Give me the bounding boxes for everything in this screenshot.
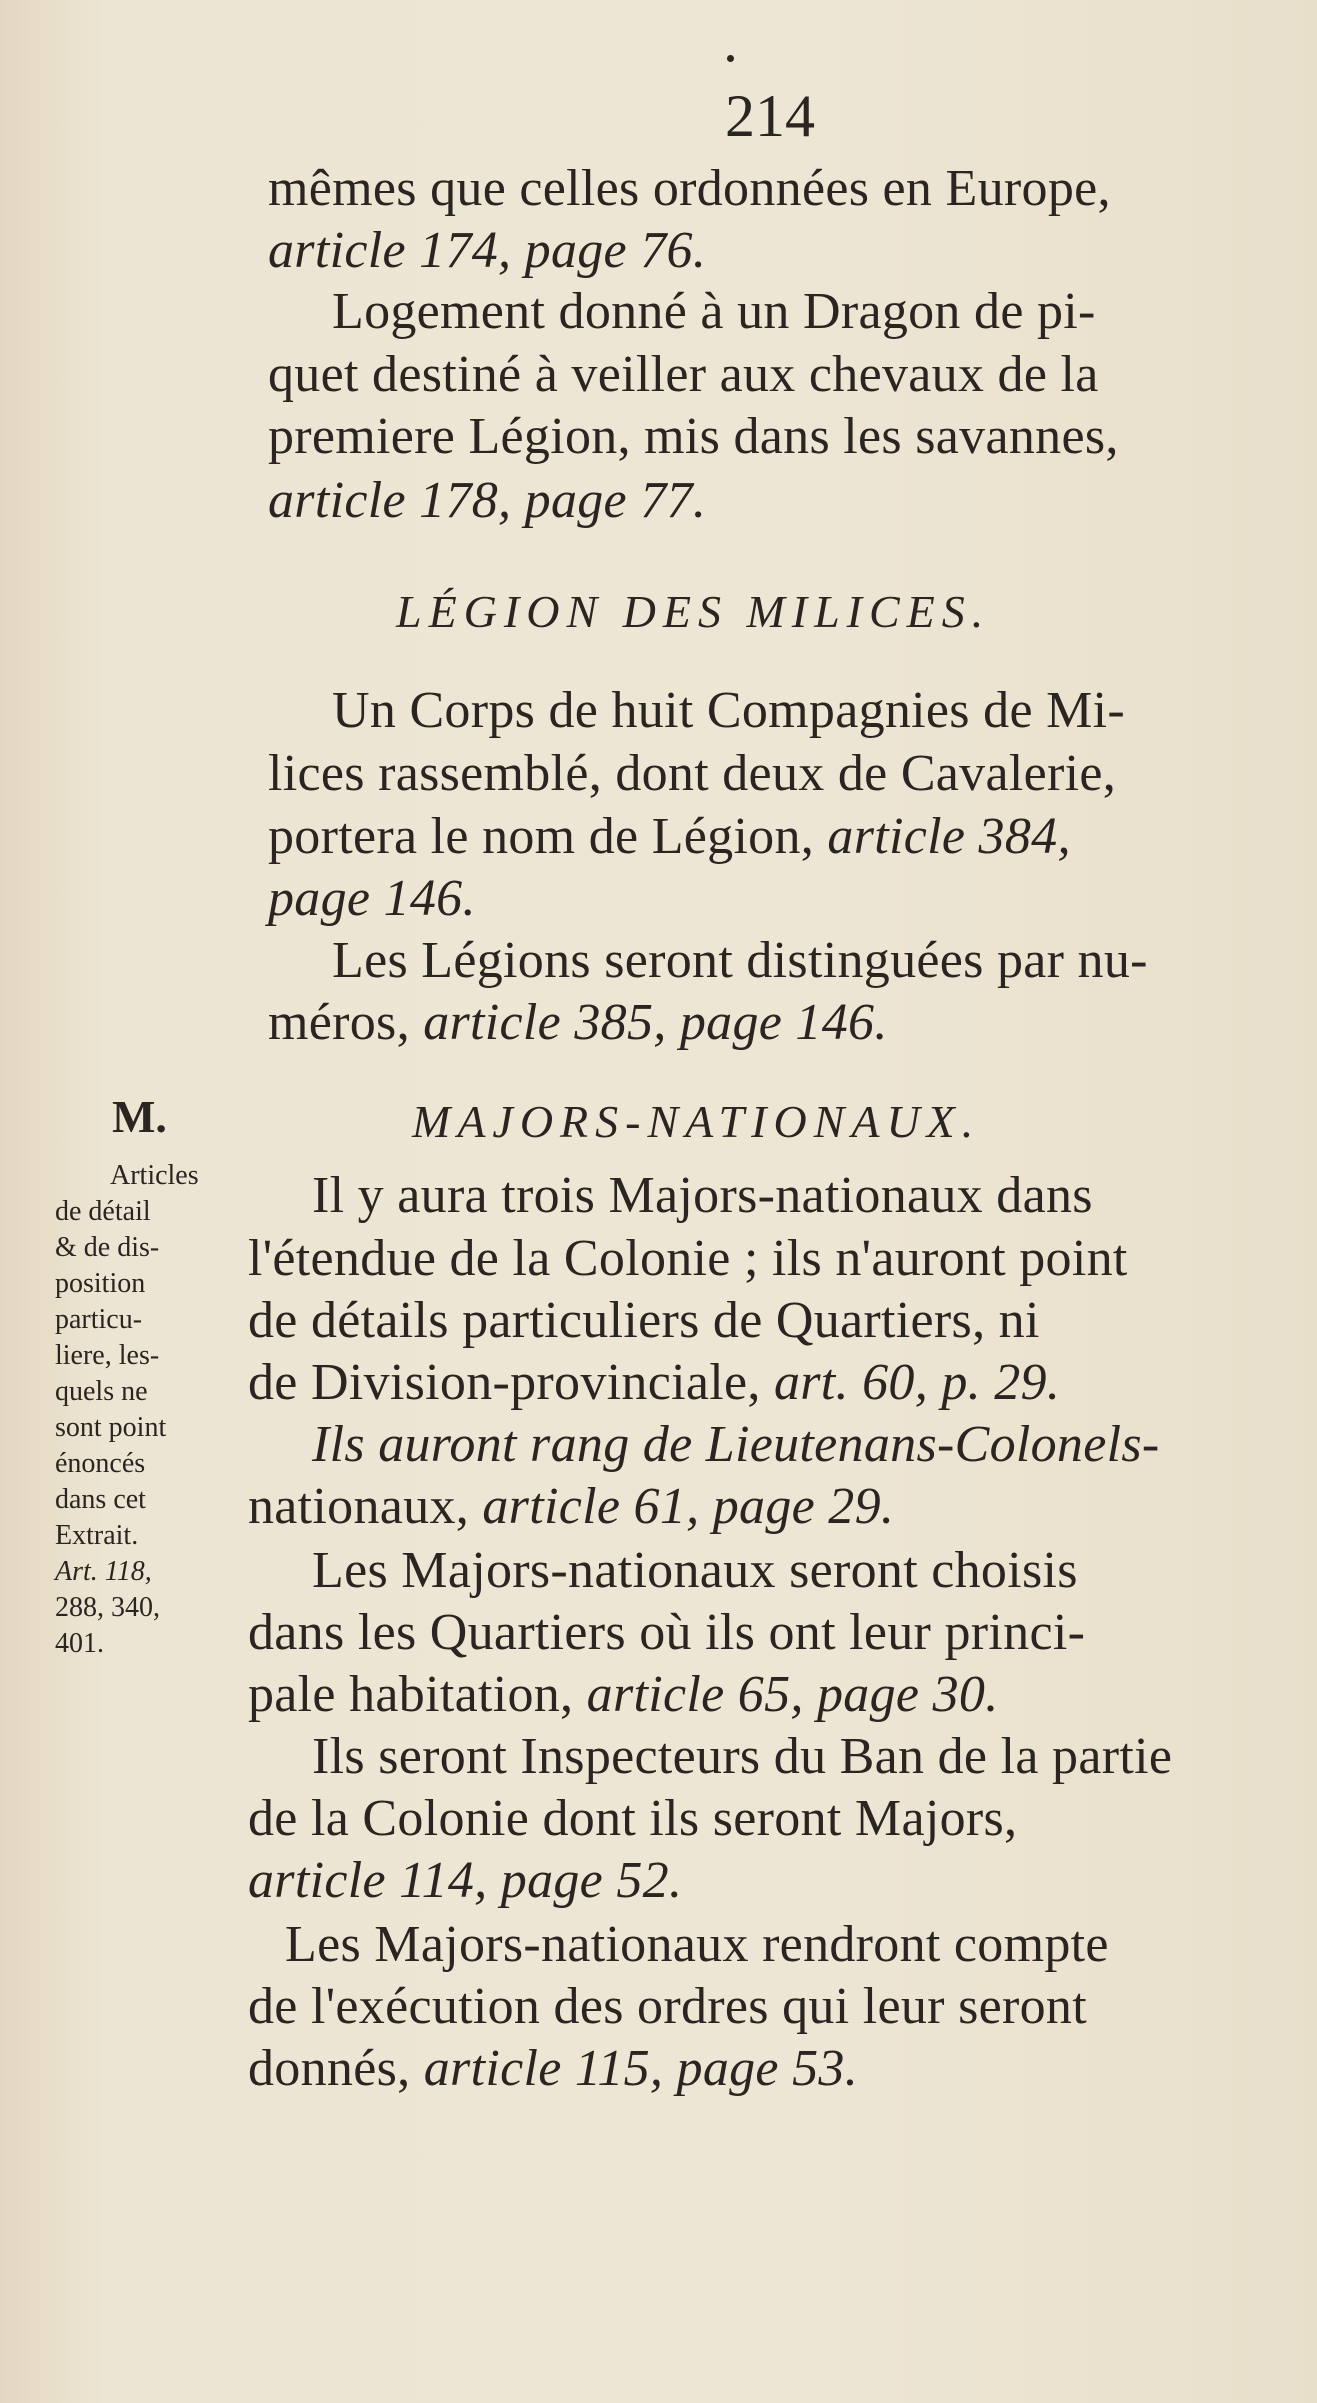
text-line [248,1476,894,1538]
article-reference: article 65, page 30. [586,1666,999,1723]
text-segment: donnés, [248,2040,411,2097]
page-number: 214 [725,83,815,149]
article-reference: article 61, page 29. [482,1478,895,1535]
text-line: de l'exécution des ordres qui leur seront [248,1978,1087,2035]
article-reference: article 178, page 77. [268,472,707,529]
text-line: de la Colonie dont ils seront Majors, [248,1790,1018,1847]
margin-note-line: énoncés [55,1448,146,1479]
margin-note-line: particu- [55,1304,143,1335]
article-reference: art. 60, p. 29. [773,1354,1061,1411]
text-line: dans les Quartiers où ils ont leur princi- [248,1604,1086,1661]
text-line [248,1664,999,1726]
text-line: Les Majors-nationaux seront choisis [312,1542,1078,1599]
text-segment: de Division-provinciale, [248,1354,761,1411]
text-line [268,992,888,1054]
text-line [268,806,1071,868]
text-line: quet destiné à veiller aux chevaux de la [268,346,1099,403]
article-reference: article 384, [827,808,1071,865]
text-line: Les Légions seront distinguées par nu- [332,932,1148,989]
margin-note-line: Articles [110,1160,199,1191]
text-segment: méros, [268,994,410,1051]
margin-note-line: quels ne [55,1376,148,1407]
text-line: mêmes que celles ordonnées en Europe, [268,160,1111,217]
article-reference: article 114, page 52. [248,1852,683,1909]
text-line [312,1414,1160,1476]
text-segment: nationaux, [248,1478,470,1535]
text-line: l'étendue de la Colonie ; ils n'auront point [248,1230,1128,1287]
margin-note-line: dans cet [55,1484,146,1515]
article-reference: page 146. [268,870,476,927]
article-reference: article 115, page 53. [423,2040,858,2097]
margin-note-line: & de dis- [55,1232,160,1263]
margin-note-line: sont point [55,1412,167,1443]
text-segment: portera le nom de Légion, [268,808,815,865]
ink-dot [727,55,734,62]
margin-note-line: 401. [55,1628,104,1659]
section-heading: LÉGION DES MILICES. [396,586,991,637]
text-line [248,1352,1060,1414]
text-line: lices rassemblé, dont deux de Cavalerie, [268,745,1117,802]
text-line: Logement donné à un Dragon de pi- [332,283,1096,340]
margin-note-line: 288, 340, [55,1592,160,1623]
margin-note-line: Extrait. [55,1520,139,1551]
text-line: Un Corps de huit Compagnies de Mi- [332,682,1126,739]
text-segment: Ils auront rang de Lieutenans-Colonels- [312,1416,1160,1473]
margin-note-line: liere, les- [55,1340,160,1371]
article-reference: article 174, page 76. [268,222,707,279]
section-heading: MAJORS-NATIONAUX. [412,1096,981,1147]
margin-note-line: position [55,1268,146,1299]
text-segment: pale habitation, [248,1666,574,1723]
text-line: Les Majors-nationaux rendront compte [285,1916,1109,1973]
article-reference: article 385, page 146. [423,994,888,1051]
text-line: premiere Légion, mis dans les savannes, [268,408,1119,465]
text-line: de détails particuliers de Quartiers, ni [248,1292,1040,1349]
margin-note-line: Art. 118, [55,1556,152,1587]
text-line: Ils seront Inspecteurs du Ban de la partie [312,1728,1173,1785]
margin-letter: M. [112,1091,167,1142]
text-line [248,2038,858,2100]
text-line: Il y aura trois Majors-nationaux dans [312,1167,1093,1224]
margin-note-line: de détail [55,1196,151,1227]
margin-note [55,1158,245,1662]
